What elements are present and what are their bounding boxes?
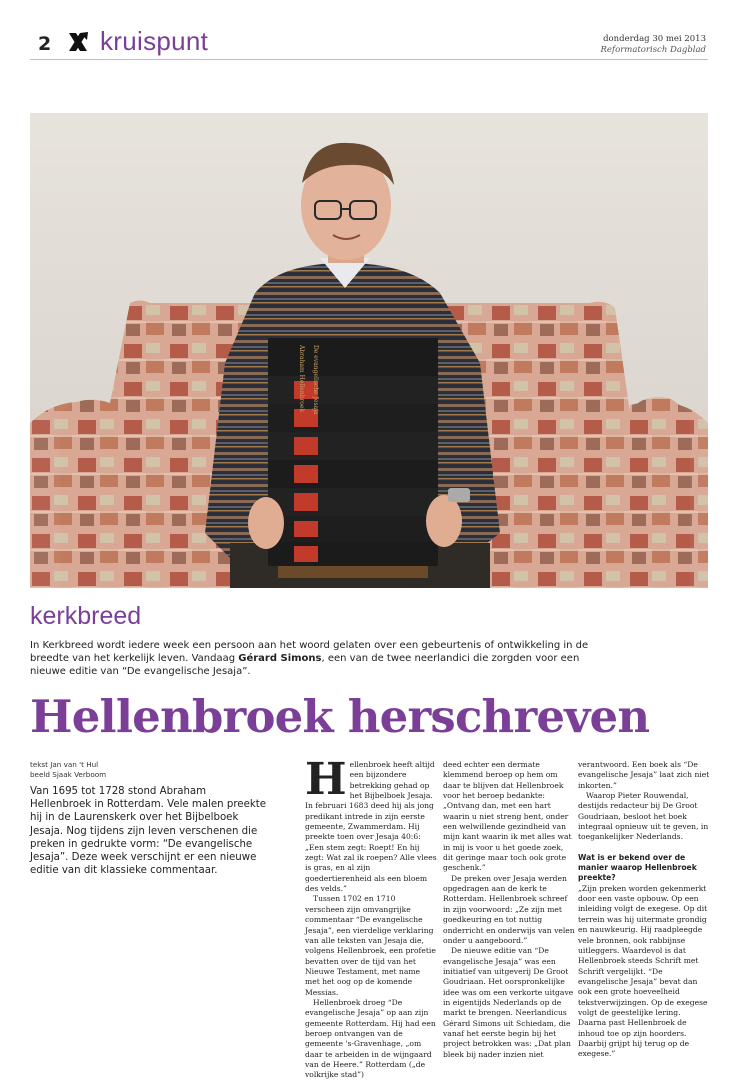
paragraph: Hellenbroek droeg “De evangelische Jesaja” op aan zijn gemeente Rotterdam. Hij had een beroep ontvangen van de gemeente 's-Gravenhage, „om daar te arbeiden in de wijngaard van de Heere.” Rotterdam („de volkrijke stad”): [305, 997, 436, 1080]
paragraph: De preken over Jesaja werden opgedragen aan de kerk te Rotterdam. Hellenbroek schreef in zijn voorwoord: „Ze zijn met goedkeuring en tot nuttig onderricht en onderwijs van velen onder u aangeboord.”: [443, 873, 575, 945]
book-spine-title: De evangelische Jesaja: [312, 345, 319, 415]
subheading-question: Wat is er bekend over de manier waarop Hellenbroek preekte?: [578, 852, 697, 883]
kerkbreed-title: kerkbreed: [30, 602, 142, 630]
credit-text: tekst Jan van 't Hul: [30, 760, 99, 769]
kerkbreed-intro: [30, 639, 590, 679]
paragraph: ellenbroek heeft altijd een bijzondere betrekking gehad op het Bijbelboek Jesaja. In februari 1683 deed hij als jong predikant intrede in zijn eerste gemeente, Zwammerdam. Hij preekte toen over Jesaja 40:6: „Een stem zegt: Roept! En hij zegt: Wat zal ik roepen? Alle vlees is gras, en al zijn goedertierenheid als een bloem des velds.”: [305, 760, 437, 894]
intro-text: In Kerkbreed wordt iedere week een persoon aan het woord gelaten over een gebeurtenis of ontwikkeling in de breedte van het kerkelijk leven. Vandaag: [30, 640, 589, 665]
paragraph: verantwoord. Een boek als “De evangelische Jesaja” laat zich niet inkorten.”: [578, 760, 710, 790]
article-column-2: [443, 760, 575, 1060]
article-column-3: [578, 760, 710, 1060]
book-spine-author: Abraham Hellenbroek: [298, 345, 305, 413]
paragraph: Tussen 1702 en 1710 verscheen zijn omvangrijke commentaar “De evangelische Jesaja”, een vierdelige verklaring van alle teksten van Jesaja die, volgens Hellenbroek, een profetie bevatten over de tijd van het Nieuwe Testament, met name met het oog op de komende Messias.: [305, 894, 436, 997]
article-column-1: [305, 754, 437, 1081]
page-number: 2: [38, 33, 52, 55]
paragraph: deed echter een dermate klemmend beroep op hem om daar te blijven dat Hellenbroek voor het beroep bedankte: „Ontvang dan, met een hart waarin u niet streng bent, onder een welwillende gezindheid van mijn kant waarin ik met alles wat in mij is voor u het goede zoek, dit geringe maar toch ook grote geschenk.”: [443, 760, 572, 873]
drop-cap: H: [305, 754, 347, 805]
intro-text-end: , een van de twee neerlandici die zorgden voor een nieuwe editie van “De evangelische Jesaja”.: [30, 653, 580, 678]
paragraph: Waarop Pieter Rouwendal, destijds redacteur bij De Groot Goudriaan, besloot het boek integraal opnieuw uit te geven, in toegankelijker Nederlands.: [578, 791, 709, 842]
article-headline: Hellenbroek herschreven: [30, 690, 650, 743]
page-header: [30, 28, 708, 60]
intro-name: Gérard Simons: [238, 653, 322, 665]
issue-date: donderdag 30 mei 2013: [603, 34, 706, 44]
article-credits: [30, 760, 106, 780]
article-lead: Van 1695 tot 1728 stond Abraham Hellenbroek in Rotterdam. Vele malen preekte hij in de Laurenskerk over het Bijbelboek Jesaja. Nog tijdens zijn leven verschenen die preken in gedrukte vorm: “De evangelische Jesaja”. Deze week verschijnt er een nieuwe editie van dit klassieke commentaar.: [30, 786, 267, 877]
newspaper-name: Reformatorisch Dagblad: [600, 45, 706, 55]
kruispunt-logo-icon: [66, 30, 90, 54]
paragraph: „Zijn preken worden gekenmerkt door een vaste opbouw. Op een inleiding volgt de exegese. Op dit terrein was hij uitermate grondig en nauwkeurig. Hij raadpleegde vele bronnen, ook rabbijnse uitleggers. Waardevol is dat Hellenbroek steeds Schrift met Schrift vergelijkt. “De evangelische Jesaja” bevat dan ook een grote hoeveelheid tekstverwijzingen. Op de exegese volgt de geestelijke lering. Daarna past Hellenbroek de inhoud toe op zijn hoorders. Daarbij grijpt hij terug op de exegese.”: [578, 883, 708, 1059]
paragraph: De nieuwe editie van “De evangelische Jesaja” was een initiatief van uitgeverij De Groot Goudriaan. Het oorspronkelijke idee was om een verkorte uitgave in eigentijds Nederlands op de markt te brengen. Neerlandicus Gérard Simons uit Schiedam, die vanaf het eerste begin bij het project betrokken was: „Dat plan bleek bij nader inzien niet: [443, 946, 574, 1059]
credit-photo: beeld Sjaak Verboom: [30, 770, 107, 779]
section-title: kruispunt: [100, 26, 209, 56]
article-photo: [30, 113, 708, 588]
book-stack: [268, 338, 438, 578]
